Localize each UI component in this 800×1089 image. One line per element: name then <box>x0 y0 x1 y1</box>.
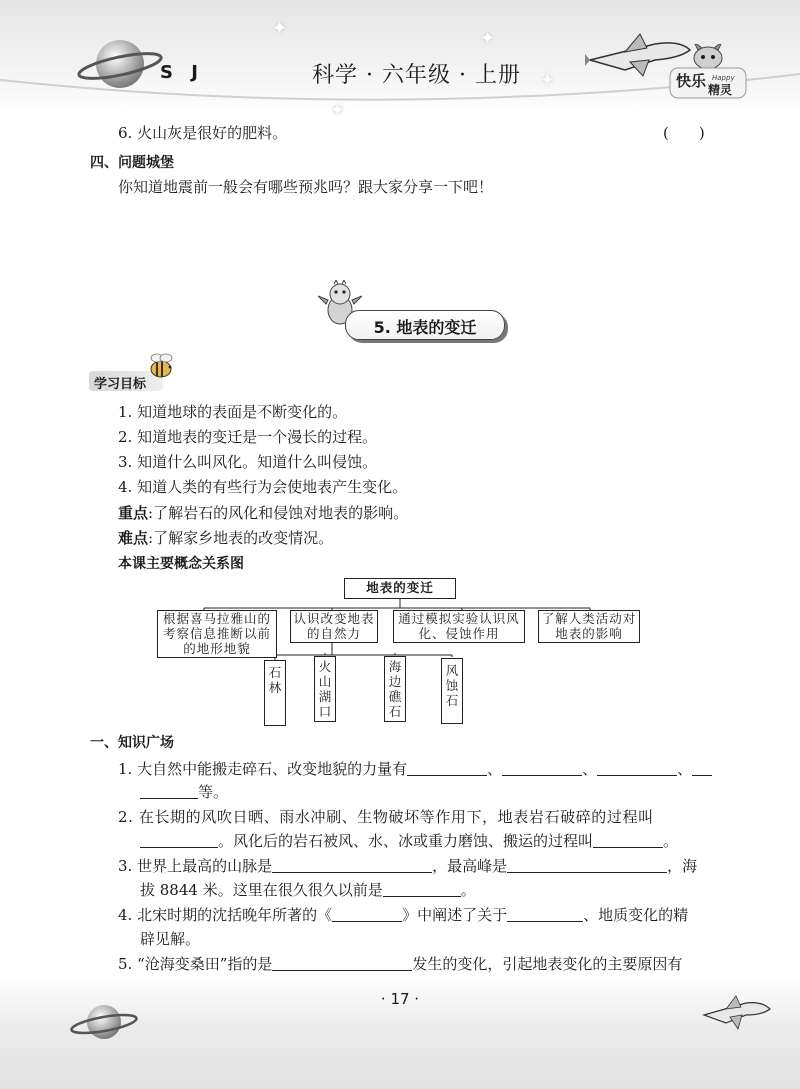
q4-text: 4. 北宋时期的沈括晚年所著的《 <box>118 906 333 924</box>
q3-text: 拔 8844 米。这里在很久很久以前是 <box>140 881 383 899</box>
section-heading-knowledge: 一、知识广场 <box>90 735 174 751</box>
q3-text: 3. 世界上最高的山脉是 <box>118 857 273 875</box>
difficult-point-label: 难点 <box>118 529 149 547</box>
q4-text: 、地质变化的精 <box>583 906 689 924</box>
page-number: · 17 · <box>380 990 420 1008</box>
q1-text: 1. 大自然中能搬走碎石、改变地貌的力量有 <box>118 760 408 778</box>
concept-leaf <box>264 660 286 726</box>
goal-item: 4. 知道人类的有些行为会使地表产生变化。 <box>118 478 408 496</box>
answer-blank[interactable] <box>597 761 677 776</box>
answer-blank[interactable] <box>593 833 663 848</box>
difficult-point-text: :了解家乡地表的改变情况。 <box>148 529 334 547</box>
separator: 、 <box>677 760 693 778</box>
answer-blank[interactable] <box>272 858 432 873</box>
concept-leaf-label: 火山湖口 <box>318 659 332 719</box>
goal-item: 2. 知道地表的变迁是一个漫长的过程。 <box>118 428 378 446</box>
concept-root: 地表的变迁 <box>344 578 456 599</box>
q2-line2 <box>140 830 678 851</box>
concept-branch: 通过模拟实验认识风化、侵蚀作用 <box>393 610 525 643</box>
series-code: S J <box>160 62 204 83</box>
svg-text:Happy: Happy <box>712 74 735 82</box>
bee-icon <box>145 352 175 380</box>
concept-map-title: 本课主要概念关系图 <box>118 556 244 572</box>
key-point-text: :了解岩石的风化和侵蚀对地表的影响。 <box>148 504 409 522</box>
concept-leaf <box>441 658 463 724</box>
answer-blank[interactable] <box>502 761 582 776</box>
concept-branch: 了解人类活动对地表的影响 <box>538 610 640 643</box>
concept-leaf-label: 石林 <box>268 665 282 695</box>
concept-leaf <box>384 656 406 722</box>
lesson-title-banner <box>345 310 505 340</box>
separator: 、 <box>487 760 503 778</box>
answer-blank[interactable] <box>407 761 487 776</box>
q4-line1 <box>118 904 688 925</box>
period: 。 <box>460 881 476 899</box>
space-shuttle-icon <box>700 993 772 1033</box>
answer-blank[interactable] <box>383 882 461 897</box>
goal-item: 3. 知道什么叫风化。知道什么叫侵蚀。 <box>118 453 378 471</box>
q4-text: 》中阐述了关于 <box>402 906 508 924</box>
lesson-title: 5. 地表的变迁 <box>373 318 477 337</box>
key-point <box>118 502 408 523</box>
saturn-icon <box>76 30 164 96</box>
goal-item: 1. 知道地球的表面是不断变化的。 <box>118 403 348 421</box>
q1-line1 <box>118 758 712 779</box>
concept-leaf-label: 海边礁石 <box>388 659 402 719</box>
q3-text: ，海 <box>667 857 698 875</box>
period: 。 <box>663 832 679 850</box>
q5-line1 <box>118 953 682 974</box>
q2-text: 。风化后的岩石被风、水、冰或重力磨蚀、搬运的过程叫 <box>218 832 594 850</box>
sparkle-icon: ✦ <box>480 28 496 49</box>
q4-line2: 辟见解。 <box>140 930 201 948</box>
sparkle-icon: ✦ <box>540 70 556 91</box>
answer-paren: ( ) <box>663 124 705 142</box>
answer-blank[interactable] <box>272 956 412 971</box>
happy-genius-logo <box>668 44 748 100</box>
q2-line1: 2. 在长期的风吹日晒、雨水冲刷、生物破坏等作用下，地表岩石破碎的过程叫 <box>118 808 654 826</box>
concept-leaf-label: 风蚀石 <box>445 663 459 708</box>
concept-leaf <box>314 656 336 722</box>
answer-blank[interactable] <box>140 784 198 799</box>
answer-blank[interactable] <box>507 907 583 922</box>
answer-blank[interactable] <box>332 907 402 922</box>
q1-end: 等。 <box>198 783 229 801</box>
q5-text: 5. “沧海变桑田”指的是 <box>118 955 273 973</box>
question-6: 6. 火山灰是很好的肥料。 <box>118 124 288 142</box>
answer-blank[interactable] <box>140 833 218 848</box>
q3-line1 <box>118 855 697 876</box>
separator: 、 <box>582 760 598 778</box>
key-point-label: 重点 <box>118 504 149 522</box>
question-earthquake: 你知道地震前一般会有哪些预兆吗？跟大家分享一下吧！ <box>118 178 494 196</box>
concept-branch: 认识改变地表的自然力 <box>290 610 378 643</box>
difficult-point <box>118 527 333 548</box>
q1-line2 <box>140 781 228 802</box>
svg-text:快乐: 快乐 <box>676 72 707 90</box>
q3-text: ，最高峰是 <box>432 857 508 875</box>
sparkle-icon: ✦ <box>330 100 346 121</box>
q5-text: 发生的变化，引起地表变化的主要原因有 <box>412 955 683 973</box>
book-title: 科学 · 六年级 · 上册 <box>312 63 521 88</box>
sparkle-icon: ✦ <box>272 18 288 39</box>
answer-blank[interactable] <box>692 761 712 776</box>
answer-blank[interactable] <box>507 858 667 873</box>
learning-goals-label: 学习目标 <box>94 377 147 392</box>
section-heading-problem-castle: 四、问题城堡 <box>90 155 174 171</box>
concept-branch: 根据喜马拉雅山的考察信息推断以前的地形地貌 <box>157 610 277 658</box>
q3-line2 <box>140 879 476 900</box>
svg-text:精灵: 精灵 <box>708 83 733 97</box>
